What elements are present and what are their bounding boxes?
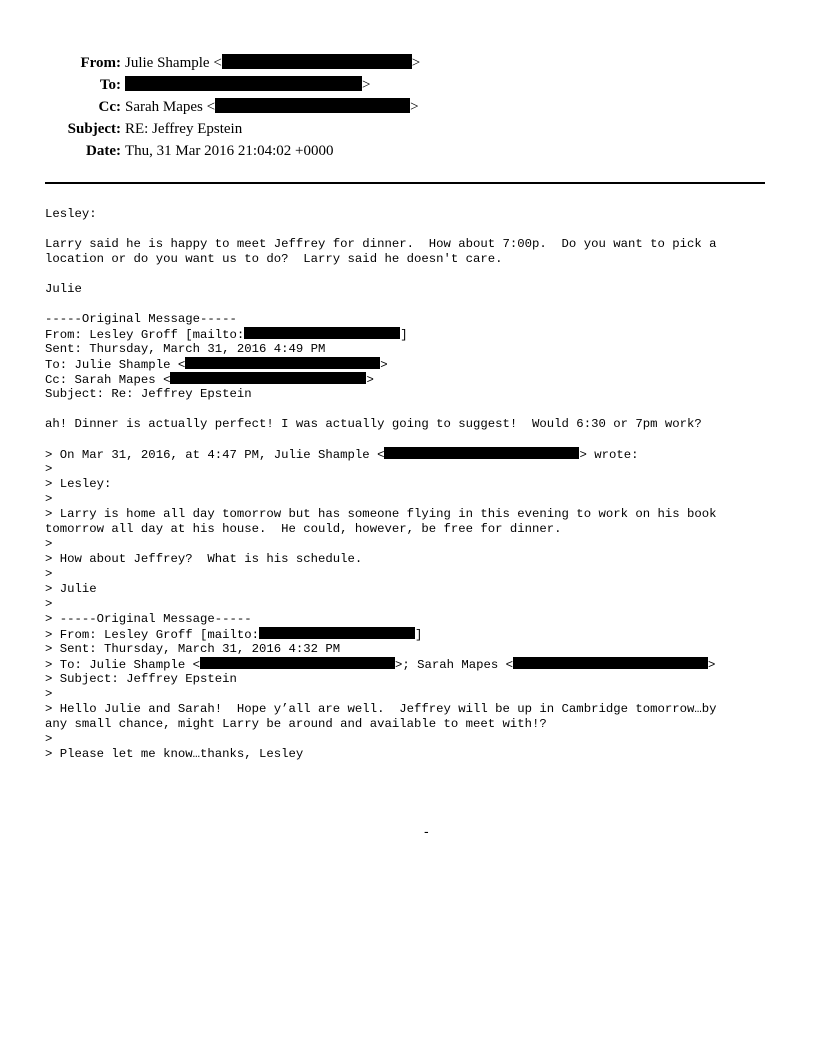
original-message-separator: -----Original Message----- <box>45 312 237 326</box>
quoted-cc-suffix: > <box>366 373 374 387</box>
signoff: Julie <box>45 282 82 296</box>
quoted-greeting: > Lesley: <box>45 477 112 491</box>
header-subject-row <box>0 118 816 140</box>
cc-close: > <box>410 99 419 115</box>
date-value: Thu, 31 Mar 2016 21:04:02 +0000 <box>125 143 334 159</box>
redacted-block <box>244 327 400 339</box>
cc-label: Cc: <box>98 99 121 115</box>
cc-name: Sarah Mapes < <box>125 99 216 115</box>
wrote-line <box>45 447 775 462</box>
redacted-block <box>170 372 366 384</box>
quoted-subject-line: Subject: Re: Jeffrey Epstein <box>45 387 252 401</box>
quoted-sent-line: Sent: Thursday, March 31, 2016 4:49 PM <box>45 342 326 356</box>
header-cc-row <box>0 96 816 118</box>
from-label: From: <box>80 55 121 71</box>
quote-marker: > <box>45 687 53 701</box>
date-label: Date: <box>86 143 121 159</box>
quoted-to-suffix: > <box>708 658 716 672</box>
quoted-body-line: > Hello Julie and Sarah! Hope y’all are well. Jeffrey will be up in Cambridge tomorrow…by <box>45 702 717 716</box>
quote-marker: > <box>45 537 53 551</box>
message-line: location or do you want us to do? Larry said he doesn't care. <box>45 252 503 266</box>
quoted-to-suffix: > <box>380 358 388 372</box>
quoted-from-prefix: > From: Lesley Groff [mailto: <box>45 628 260 642</box>
quoted-body-line: ah! Dinner is actually perfect! I was actually going to suggest! Would 6:30 or 7pm work? <box>45 417 702 431</box>
redacted-block <box>125 76 362 91</box>
redacted-block <box>200 657 395 669</box>
redacted-block <box>259 627 415 639</box>
email-body <box>45 207 775 762</box>
to-label: To: <box>99 77 121 93</box>
quoted-to-prefix: > To: Julie Shample < <box>45 658 200 672</box>
email-header <box>0 52 816 162</box>
header-to-row <box>0 74 816 96</box>
original-message-separator: > -----Original Message----- <box>45 612 252 626</box>
redacted-block <box>215 98 410 113</box>
quoted-to-prefix: To: Julie Shample < <box>45 358 186 372</box>
redacted-block <box>384 447 579 459</box>
quoted-question: > How about Jeffrey? What is his schedule. <box>45 552 363 566</box>
quoted-to-mid: >; Sarah Mapes < <box>394 658 514 672</box>
quote-marker: > <box>45 597 53 611</box>
header-date-row <box>0 140 816 162</box>
from-name: Julie Shample < <box>125 55 222 71</box>
quoted-to-line <box>45 657 775 672</box>
quote-marker: > <box>45 462 53 476</box>
quote-marker: > <box>45 492 53 506</box>
quoted-sent-line: > Sent: Thursday, March 31, 2016 4:32 PM <box>45 642 341 656</box>
subject-value: RE: Jeffrey Epstein <box>125 121 243 137</box>
quoted-to-line <box>45 357 775 372</box>
subject-label: Subject: <box>67 121 121 137</box>
quoted-from-line <box>45 327 775 342</box>
page-mark: - <box>424 823 429 839</box>
quoted-signoff: > Julie <box>45 582 97 596</box>
header-from-row <box>0 52 816 74</box>
wrote-prefix: > On Mar 31, 2016, at 4:47 PM, Julie Shample < <box>45 448 385 462</box>
quoted-from-suffix: ] <box>415 628 423 642</box>
greeting: Lesley: <box>45 207 97 221</box>
header-divider <box>45 182 765 184</box>
quoted-from-line <box>45 627 775 642</box>
message-line: Larry said he is happy to meet Jeffrey for dinner. How about 7:00p. Do you want to pick a <box>45 237 717 251</box>
redacted-block <box>513 657 708 669</box>
quoted-cc-line <box>45 372 775 387</box>
from-close: > <box>411 55 421 71</box>
quoted-cc-prefix: Cc: Sarah Mapes < <box>45 373 171 387</box>
quoted-body-line: tomorrow all day at his house. He could, however, be free for dinner. <box>45 522 562 536</box>
quoted-subject-line: > Subject: Jeffrey Epstein <box>45 672 237 686</box>
quote-marker: > <box>45 732 53 746</box>
quote-marker: > <box>45 567 53 581</box>
quoted-body-line: > Larry is home all day tomorrow but has someone flying in this evening to work on his book <box>45 507 717 521</box>
wrote-suffix: > wrote: <box>579 448 639 462</box>
quoted-closing: > Please let me know…thanks, Lesley <box>45 747 304 761</box>
quoted-from-suffix: ] <box>400 328 408 342</box>
quoted-from-prefix: From: Lesley Groff [mailto: <box>45 328 245 342</box>
to-close: > <box>362 77 371 93</box>
quoted-body-line: any small chance, might Larry be around and available to meet with!? <box>45 717 547 731</box>
redacted-block <box>222 54 412 69</box>
redacted-block <box>185 357 380 369</box>
